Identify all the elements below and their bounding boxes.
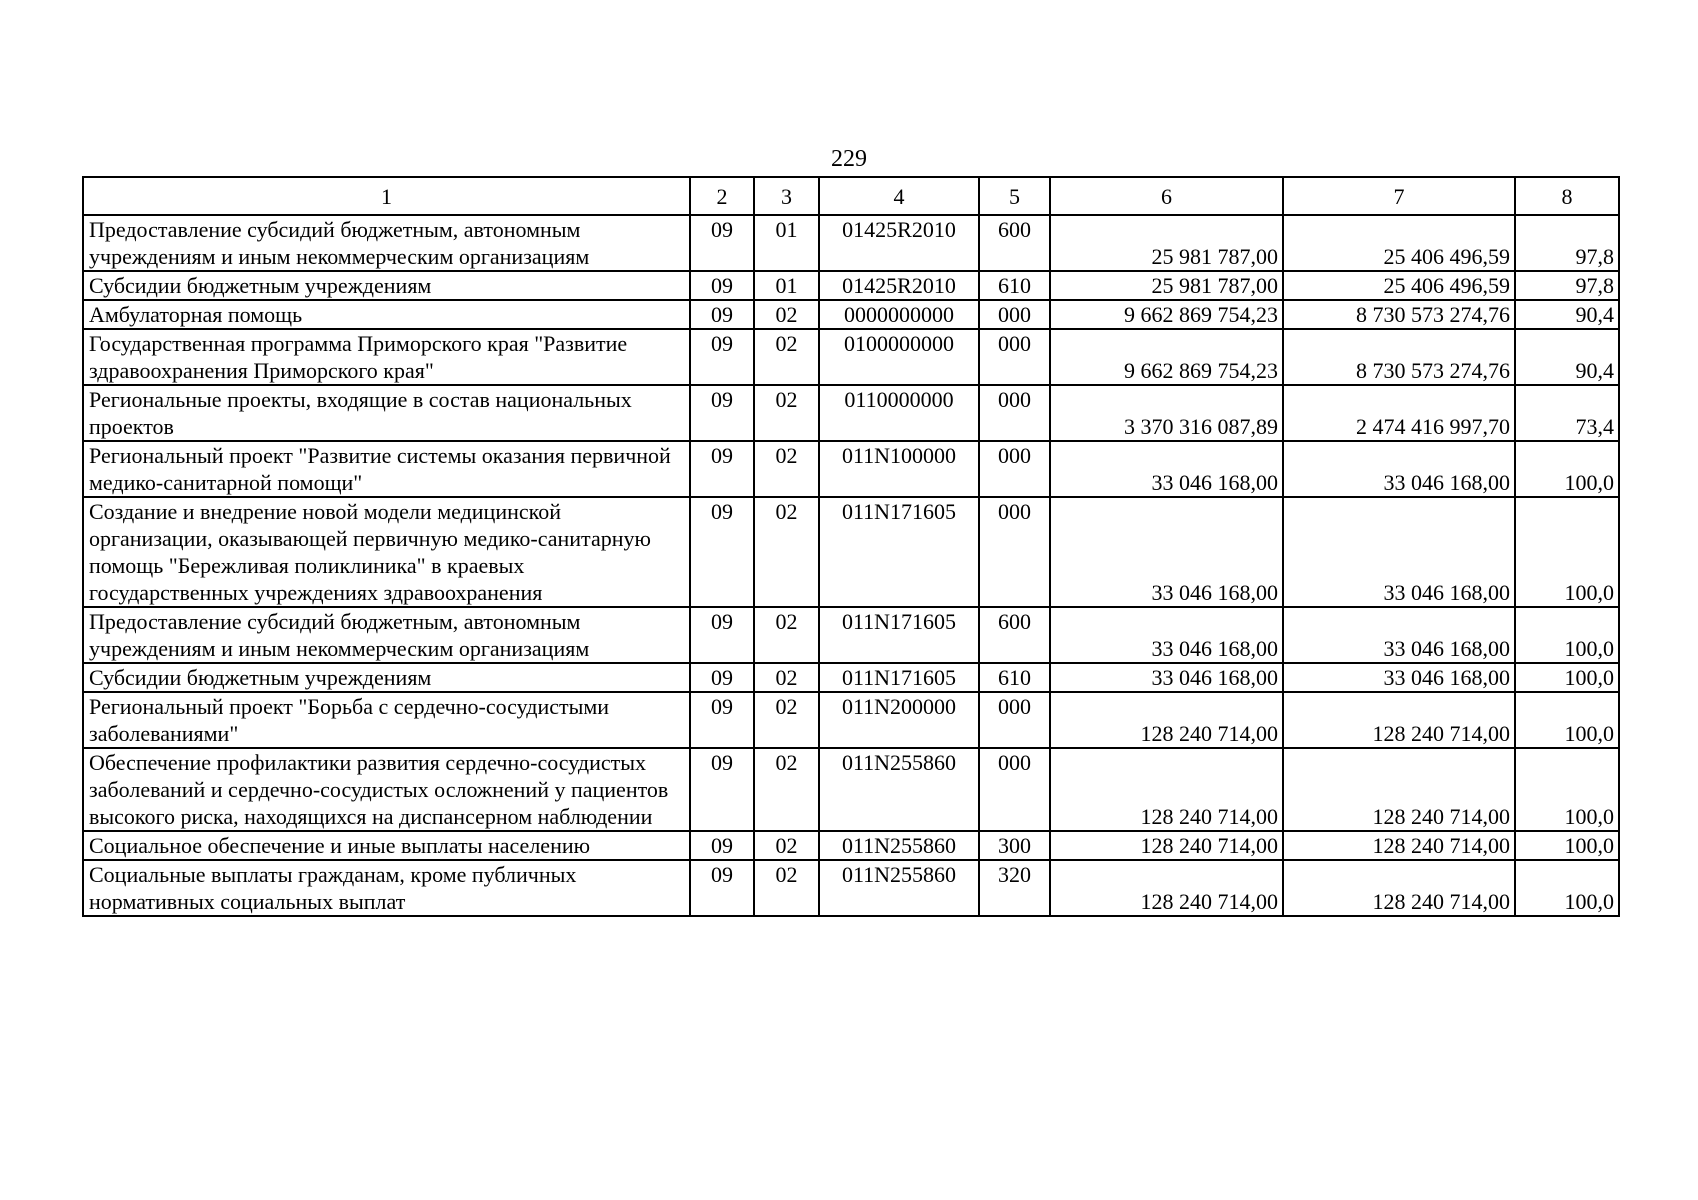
row-col3-cell: 02 bbox=[754, 663, 819, 692]
table-row bbox=[83, 300, 1619, 329]
row-name-cell: Региональный проект "Борьба с сердечно-сосудистыми заболеваниями" bbox=[83, 692, 690, 748]
row-col2-cell: 09 bbox=[690, 860, 754, 916]
row-name-cell: Предоставление субсидий бюджетным, автономным учреждениям и иным некоммерческим организациям bbox=[83, 607, 690, 663]
table-row bbox=[83, 607, 1619, 663]
row-col4-cell: 01425R2010 bbox=[819, 271, 979, 300]
row-col3-cell: 02 bbox=[754, 831, 819, 860]
row-col4-cell: 011N171605 bbox=[819, 607, 979, 663]
row-name-cell: Государственная программа Приморского края "Развитие здравоохранения Приморского края" bbox=[83, 329, 690, 385]
row-col8-cell: 73,4 bbox=[1515, 385, 1619, 441]
row-col8-cell: 100,0 bbox=[1515, 692, 1619, 748]
row-col4-cell: 011N171605 bbox=[819, 497, 979, 607]
row-col7-cell: 128 240 714,00 bbox=[1283, 831, 1515, 860]
row-col6-cell: 33 046 168,00 bbox=[1050, 497, 1283, 607]
row-col6-cell: 25 981 787,00 bbox=[1050, 271, 1283, 300]
row-col4-cell: 01425R2010 bbox=[819, 215, 979, 271]
row-col4-cell: 0000000000 bbox=[819, 300, 979, 329]
row-col6-cell: 33 046 168,00 bbox=[1050, 441, 1283, 497]
row-name-cell: Социальные выплаты гражданам, кроме публичных нормативных социальных выплат bbox=[83, 860, 690, 916]
row-col6-cell: 128 240 714,00 bbox=[1050, 831, 1283, 860]
row-col2-cell: 09 bbox=[690, 329, 754, 385]
row-col7-cell: 33 046 168,00 bbox=[1283, 441, 1515, 497]
table-row bbox=[83, 441, 1619, 497]
row-name-cell: Амбулаторная помощь bbox=[83, 300, 690, 329]
table-row bbox=[83, 663, 1619, 692]
row-col2-cell: 09 bbox=[690, 607, 754, 663]
row-col7-cell: 128 240 714,00 bbox=[1283, 860, 1515, 916]
row-col3-cell: 02 bbox=[754, 748, 819, 831]
row-col2-cell: 09 bbox=[690, 748, 754, 831]
row-col5-cell: 610 bbox=[979, 663, 1050, 692]
row-col5-cell: 000 bbox=[979, 692, 1050, 748]
budget-table bbox=[82, 176, 1620, 917]
row-col2-cell: 09 bbox=[690, 692, 754, 748]
row-col3-cell: 02 bbox=[754, 860, 819, 916]
row-col5-cell: 000 bbox=[979, 300, 1050, 329]
table-row bbox=[83, 329, 1619, 385]
row-col2-cell: 09 bbox=[690, 663, 754, 692]
row-col5-cell: 600 bbox=[979, 607, 1050, 663]
row-col7-cell: 128 240 714,00 bbox=[1283, 748, 1515, 831]
row-col3-cell: 02 bbox=[754, 441, 819, 497]
table-row bbox=[83, 385, 1619, 441]
row-col4-cell: 0110000000 bbox=[819, 385, 979, 441]
row-col8-cell: 97,8 bbox=[1515, 271, 1619, 300]
row-col5-cell: 000 bbox=[979, 497, 1050, 607]
row-col3-cell: 02 bbox=[754, 607, 819, 663]
column-header: 6 bbox=[1050, 177, 1283, 215]
row-col6-cell: 25 981 787,00 bbox=[1050, 215, 1283, 271]
row-col5-cell: 320 bbox=[979, 860, 1050, 916]
row-col4-cell: 011N255860 bbox=[819, 748, 979, 831]
row-name-cell: Предоставление субсидий бюджетным, автономным учреждениям и иным некоммерческим организациям bbox=[83, 215, 690, 271]
row-col7-cell: 25 406 496,59 bbox=[1283, 271, 1515, 300]
row-col5-cell: 610 bbox=[979, 271, 1050, 300]
column-header: 2 bbox=[690, 177, 754, 215]
page-number: 229 bbox=[831, 146, 867, 172]
row-col5-cell: 000 bbox=[979, 748, 1050, 831]
column-header: 8 bbox=[1515, 177, 1619, 215]
row-col3-cell: 02 bbox=[754, 329, 819, 385]
row-col2-cell: 09 bbox=[690, 271, 754, 300]
row-col7-cell: 128 240 714,00 bbox=[1283, 692, 1515, 748]
row-col2-cell: 09 bbox=[690, 497, 754, 607]
row-col8-cell: 100,0 bbox=[1515, 497, 1619, 607]
row-col5-cell: 000 bbox=[979, 329, 1050, 385]
row-col8-cell: 100,0 bbox=[1515, 748, 1619, 831]
row-col2-cell: 09 bbox=[690, 300, 754, 329]
row-name-cell: Региональные проекты, входящие в состав национальных проектов bbox=[83, 385, 690, 441]
row-col6-cell: 3 370 316 087,89 bbox=[1050, 385, 1283, 441]
header-row bbox=[83, 177, 1619, 215]
row-col3-cell: 02 bbox=[754, 692, 819, 748]
column-header: 1 bbox=[83, 177, 690, 215]
table-row bbox=[83, 215, 1619, 271]
row-col5-cell: 600 bbox=[979, 215, 1050, 271]
table-row bbox=[83, 748, 1619, 831]
row-col6-cell: 33 046 168,00 bbox=[1050, 663, 1283, 692]
row-name-cell: Региональный проект "Развитие системы оказания первичной медико-санитарной помощи" bbox=[83, 441, 690, 497]
row-name-cell: Субсидии бюджетным учреждениям bbox=[83, 271, 690, 300]
row-col4-cell: 011N171605 bbox=[819, 663, 979, 692]
row-name-cell: Создание и внедрение новой модели медицинской организации, оказывающей первичную медико-санитарную помощь "Бережливая поликлиника" в краевых государственных учреждениях здравоохранения bbox=[83, 497, 690, 607]
row-col8-cell: 100,0 bbox=[1515, 441, 1619, 497]
row-col4-cell: 011N255860 bbox=[819, 860, 979, 916]
row-col6-cell: 9 662 869 754,23 bbox=[1050, 329, 1283, 385]
row-col2-cell: 09 bbox=[690, 831, 754, 860]
row-name-cell: Обеспечение профилактики развития сердечно-сосудистых заболеваний и сердечно-сосудистых осложнений у пациентов высокого риска, находящихся на диспансерном наблюдении bbox=[83, 748, 690, 831]
row-col3-cell: 01 bbox=[754, 271, 819, 300]
table-row bbox=[83, 692, 1619, 748]
row-col7-cell: 33 046 168,00 bbox=[1283, 663, 1515, 692]
row-col3-cell: 02 bbox=[754, 385, 819, 441]
row-col8-cell: 90,4 bbox=[1515, 300, 1619, 329]
table-row bbox=[83, 271, 1619, 300]
row-col7-cell: 8 730 573 274,76 bbox=[1283, 329, 1515, 385]
row-col8-cell: 100,0 bbox=[1515, 607, 1619, 663]
row-col3-cell: 02 bbox=[754, 497, 819, 607]
row-col7-cell: 25 406 496,59 bbox=[1283, 215, 1515, 271]
row-col5-cell: 000 bbox=[979, 385, 1050, 441]
table-row bbox=[83, 831, 1619, 860]
row-col5-cell: 300 bbox=[979, 831, 1050, 860]
row-col6-cell: 128 240 714,00 bbox=[1050, 748, 1283, 831]
column-header: 4 bbox=[819, 177, 979, 215]
row-col3-cell: 02 bbox=[754, 300, 819, 329]
column-header: 5 bbox=[979, 177, 1050, 215]
table-row bbox=[83, 497, 1619, 607]
table-row bbox=[83, 860, 1619, 916]
row-col6-cell: 9 662 869 754,23 bbox=[1050, 300, 1283, 329]
column-header: 3 bbox=[754, 177, 819, 215]
table-body bbox=[83, 177, 1619, 916]
row-col6-cell: 33 046 168,00 bbox=[1050, 607, 1283, 663]
row-col4-cell: 0100000000 bbox=[819, 329, 979, 385]
row-col8-cell: 100,0 bbox=[1515, 663, 1619, 692]
row-name-cell: Субсидии бюджетным учреждениям bbox=[83, 663, 690, 692]
row-name-cell: Социальное обеспечение и иные выплаты населению bbox=[83, 831, 690, 860]
row-col7-cell: 33 046 168,00 bbox=[1283, 497, 1515, 607]
row-col5-cell: 000 bbox=[979, 441, 1050, 497]
row-col8-cell: 97,8 bbox=[1515, 215, 1619, 271]
row-col6-cell: 128 240 714,00 bbox=[1050, 860, 1283, 916]
row-col7-cell: 8 730 573 274,76 bbox=[1283, 300, 1515, 329]
row-col2-cell: 09 bbox=[690, 215, 754, 271]
row-col8-cell: 100,0 bbox=[1515, 831, 1619, 860]
row-col4-cell: 011N255860 bbox=[819, 831, 979, 860]
row-col6-cell: 128 240 714,00 bbox=[1050, 692, 1283, 748]
row-col8-cell: 100,0 bbox=[1515, 860, 1619, 916]
row-col7-cell: 33 046 168,00 bbox=[1283, 607, 1515, 663]
row-col8-cell: 90,4 bbox=[1515, 329, 1619, 385]
row-col3-cell: 01 bbox=[754, 215, 819, 271]
row-col2-cell: 09 bbox=[690, 385, 754, 441]
row-col4-cell: 011N200000 bbox=[819, 692, 979, 748]
row-col4-cell: 011N100000 bbox=[819, 441, 979, 497]
column-header: 7 bbox=[1283, 177, 1515, 215]
row-col2-cell: 09 bbox=[690, 441, 754, 497]
row-col7-cell: 2 474 416 997,70 bbox=[1283, 385, 1515, 441]
